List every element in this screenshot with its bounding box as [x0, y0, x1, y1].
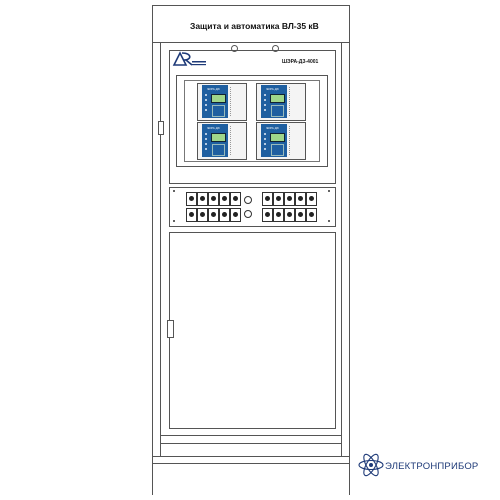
switch-knob: [298, 196, 303, 201]
switch-knob: [222, 212, 227, 217]
switch-knob: [222, 196, 227, 201]
relay-led: [264, 133, 266, 135]
switch-knob: [276, 212, 281, 217]
relay-face: [261, 85, 287, 118]
rotary-switch[interactable]: [284, 208, 295, 222]
rotary-switch[interactable]: [273, 192, 284, 206]
relay-led: [205, 138, 207, 140]
rotary-switch[interactable]: [230, 192, 241, 206]
switch-knob: [309, 196, 314, 201]
relay-header: ЭКРА·ДЗ: [207, 87, 220, 91]
relay-header: ЭКРА·ДЗ: [207, 126, 220, 130]
rotary-switch[interactable]: [208, 208, 219, 222]
relay-led: [205, 143, 207, 145]
lower-door-handle: [167, 320, 174, 338]
atom-icon: [357, 451, 385, 479]
rotary-switch[interactable]: [230, 208, 241, 222]
switch-knob: [200, 212, 205, 217]
indicator-button[interactable]: [244, 210, 252, 218]
relay-face: [261, 124, 287, 157]
brand-watermark: ЭЛЕКТРОНПРИБОР: [385, 461, 479, 472]
panel-screw-tr: [328, 190, 330, 192]
model-label: ШЭРА-ДЗ-4001: [282, 59, 319, 65]
ar-vendor-logo: [172, 51, 208, 67]
relay-face: [202, 124, 228, 157]
relay-led: [205, 99, 207, 101]
switch-knob: [189, 212, 194, 217]
rotary-switch[interactable]: [306, 192, 317, 206]
panel-screw-tl: [173, 190, 175, 192]
relay-led: [205, 148, 207, 150]
door-knob-left: [231, 45, 238, 52]
relay-screen: [270, 94, 285, 103]
panel-screw-bl: [173, 220, 175, 222]
panel-screw-br: [328, 220, 330, 222]
relay-label-strip: [289, 87, 302, 116]
rotary-switch[interactable]: [262, 192, 273, 206]
relay-led: [205, 104, 207, 106]
switch-knob: [211, 212, 216, 217]
rotary-switch[interactable]: [306, 208, 317, 222]
relay-led: [264, 138, 266, 140]
relay-keypad: [271, 144, 284, 156]
rotary-switch[interactable]: [219, 192, 230, 206]
switch-knob: [287, 196, 292, 201]
relay-keypad: [212, 105, 225, 117]
lower-door: [169, 232, 336, 429]
switch-knob: [233, 196, 238, 201]
rotary-switch[interactable]: [219, 208, 230, 222]
rotary-switch[interactable]: [208, 192, 219, 206]
relay-led: [264, 99, 266, 101]
switch-knob: [265, 196, 270, 201]
relay-screen: [211, 94, 226, 103]
rotary-switch[interactable]: [197, 208, 208, 222]
switch-knob: [200, 196, 205, 201]
relay-terminal-3: [197, 122, 247, 160]
relay-terminal-1: [197, 83, 247, 121]
relay-led: [205, 94, 207, 96]
rotary-switch[interactable]: [295, 192, 306, 206]
relay-screen: [211, 133, 226, 142]
switch-knob: [309, 212, 314, 217]
rotary-switch[interactable]: [284, 192, 295, 206]
switch-knob: [287, 212, 292, 217]
relay-keypad: [271, 105, 284, 117]
relay-terminal-4: [256, 122, 306, 160]
relay-label-strip: [230, 126, 243, 155]
relay-led: [264, 94, 266, 96]
upper-door-handle: [158, 121, 164, 135]
indicator-button[interactable]: [244, 196, 252, 204]
switch-knob: [189, 196, 194, 201]
rotary-switch[interactable]: [295, 208, 306, 222]
rotary-switch[interactable]: [273, 208, 284, 222]
relay-led: [205, 133, 207, 135]
rotary-switch[interactable]: [197, 192, 208, 206]
relay-led: [264, 148, 266, 150]
rotary-switch[interactable]: [186, 208, 197, 222]
relay-led: [264, 143, 266, 145]
relay-label-strip: [289, 126, 302, 155]
relay-screen: [270, 133, 285, 142]
switch-knob: [276, 196, 281, 201]
switch-knob: [265, 212, 270, 217]
door-knob-right: [272, 45, 279, 52]
relay-led: [264, 109, 266, 111]
switch-knob: [298, 212, 303, 217]
cabinet-title: Защита и автоматика ВЛ-35 кВ: [190, 21, 319, 31]
relay-header: ЭКРА·ДЗ: [266, 126, 279, 130]
switch-knob: [211, 196, 216, 201]
rotary-switch[interactable]: [262, 208, 273, 222]
relay-terminal-2: [256, 83, 306, 121]
relay-led: [205, 109, 207, 111]
switch-knob: [233, 212, 238, 217]
relay-keypad: [212, 144, 225, 156]
relay-face: [202, 85, 228, 118]
relay-header: ЭКРА·ДЗ: [266, 87, 279, 91]
rotary-switch[interactable]: [186, 192, 197, 206]
relay-led: [264, 104, 266, 106]
relay-label-strip: [230, 87, 243, 116]
